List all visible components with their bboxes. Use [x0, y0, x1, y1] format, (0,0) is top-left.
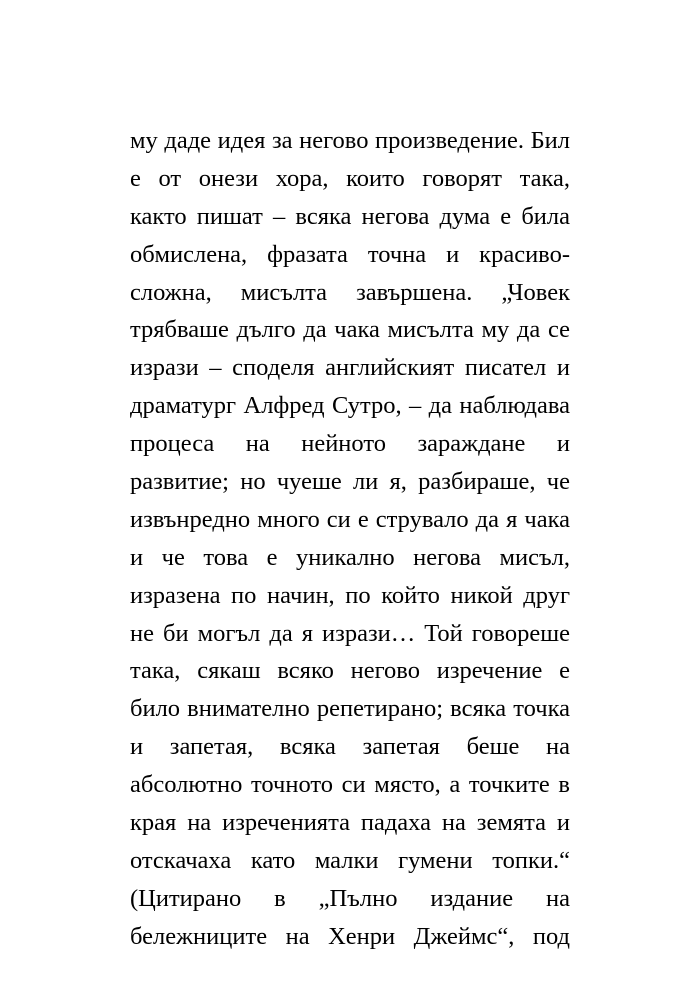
text-line: било внимателно репетирано; всяка точка	[130, 695, 570, 723]
text-line: бележниците на Хенри Джеймс“, под	[130, 922, 570, 950]
text-line: и че това е уникално негова мисъл,	[130, 543, 570, 571]
text-line: отскачаха като малки гумени топки.“	[130, 846, 570, 874]
text-line: му даде идея за негово произведение. Бил	[130, 127, 570, 154]
text-line: така, сякаш всяко негово изречение е	[130, 657, 570, 685]
text-line: изразена по начин, по който никой друг	[130, 581, 570, 609]
text-line: и запетая, всяка запетая беше на	[130, 733, 570, 761]
text-line: драматург Алфред Сутро, – да наблюдава	[130, 392, 570, 420]
text-line: (Цитирано в „Пълно издание на	[130, 884, 570, 912]
text-line: е от онези хора, които говорят така,	[130, 164, 570, 192]
text-line: както пишат – всяка негова дума е била	[130, 202, 570, 230]
text-line: извънредно много си е струвало да я чака	[130, 505, 570, 533]
text-line: трябваше дълго да чака мисълта му да се	[130, 316, 570, 344]
text-line: обмислена, фразата точна и красиво-	[130, 240, 570, 268]
text-line: сложна, мисълта завършена. „Човек	[130, 278, 570, 306]
body-text	[130, 122, 570, 956]
text-line: процеса на нейното зараждане и	[130, 430, 570, 458]
text-line: края на изреченията падаха на земята и	[130, 809, 570, 837]
text-line: абсолютно точното си място, а точките в	[130, 771, 570, 799]
text-line: развитие; но чуеше ли я, разбираше, че	[130, 468, 570, 496]
text-line: изрази – споделя английският писател и	[130, 354, 570, 382]
text-line: не би могъл да я изрази… Той говореше	[130, 619, 570, 647]
